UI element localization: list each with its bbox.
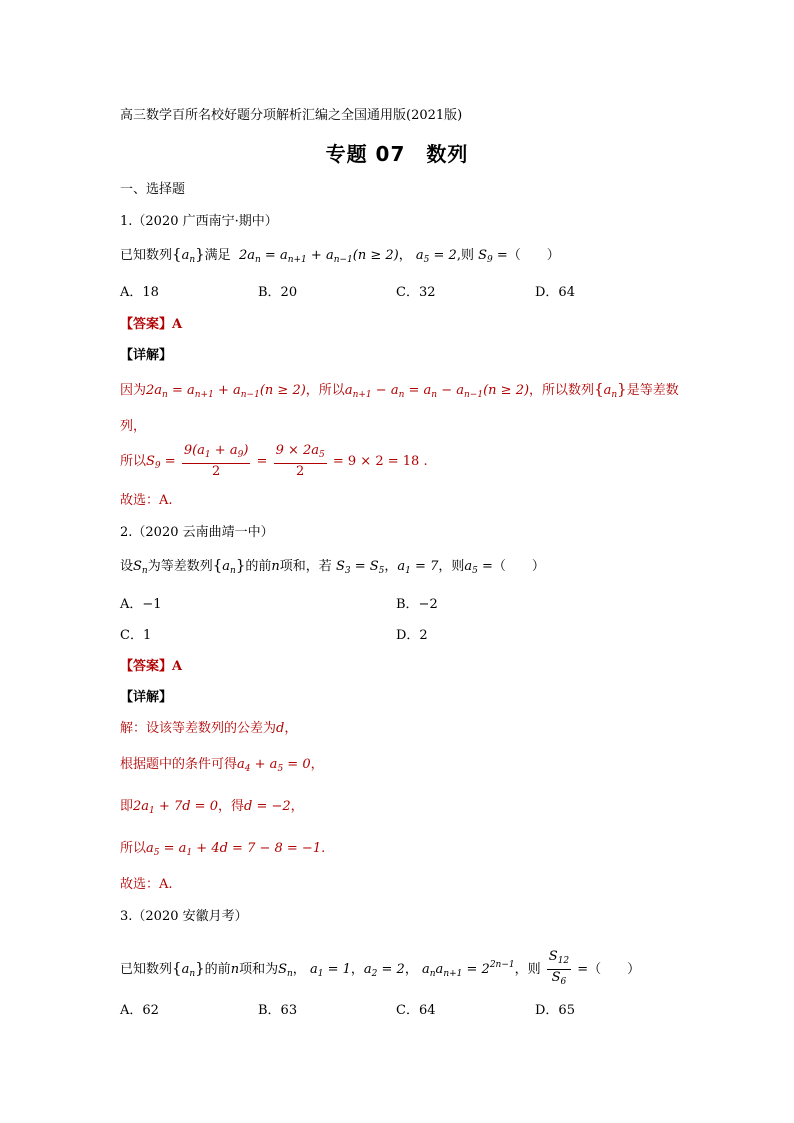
q3-stem: 已知数列$\{a_n\}$的前n项和为$S_n$， $a_1 = 1$，$a_2 = 2$， $a_na_{n+1} = 2^{2n-1}$，则 $\frac{S_{12}}{S_6}$ =（ ） bbox=[120, 949, 641, 987]
q2-final: 故选：A. bbox=[120, 877, 173, 892]
q1-detail-heading: 【详解】 bbox=[120, 348, 173, 363]
q2-solution-line-1: 解：设该等差数列的公差为d， bbox=[120, 721, 298, 736]
q2-solution-line-2: 根据题中的条件可得$a_4 + a_5 = 0$， bbox=[120, 757, 324, 774]
q1-final: 故选：A. bbox=[120, 493, 173, 508]
q3-label: 3.（2020 安徽月考） bbox=[120, 909, 248, 924]
q3-option-a[interactable]: A．62 bbox=[120, 1003, 159, 1018]
q2-option-a[interactable]: A．−1 bbox=[120, 597, 162, 612]
q1-option-c[interactable]: C．32 bbox=[396, 285, 436, 300]
q3-option-b[interactable]: B．63 bbox=[258, 1003, 298, 1018]
q2-option-d[interactable]: D．2 bbox=[396, 628, 428, 643]
q3-option-d[interactable]: D．65 bbox=[535, 1003, 575, 1018]
q2-label: 2.（2020 云南曲靖一中） bbox=[120, 525, 274, 540]
q3-option-c[interactable]: C．64 bbox=[396, 1003, 436, 1018]
q1-solution-line-3: 所以$S_9$ = $\frac{9(a_1 + a_9)}{2}$ = $\frac{9 \times 2a_5}{2}$ = 9 × 2 = 18 . bbox=[120, 443, 428, 479]
q1-label: 1.（2020 广西南宁·期中） bbox=[120, 214, 278, 229]
page-title: 专题 07 数列 bbox=[325, 142, 469, 166]
q2-option-b[interactable]: B．−2 bbox=[396, 597, 438, 612]
q2-solution-line-4: 所以$a_5 = a_1 + 4d = 7 - 8 = -1$. bbox=[120, 841, 326, 858]
section-heading: 一、选择题 bbox=[120, 182, 186, 197]
q1-answer: 【答案】A bbox=[120, 317, 183, 332]
q1-option-d[interactable]: D．64 bbox=[535, 285, 575, 300]
q2-solution-line-3: 即$2a_1 + 7d = 0$，得d = −2， bbox=[120, 799, 304, 816]
q1-solution-line-2: 列， bbox=[120, 419, 147, 434]
q2-stem: 设$S_n$为等差数列$\{a_n\}$的前n项和，若 $S_3 = S_5$，$a_1 = 7$，则$a_5$ =（ ） bbox=[120, 556, 545, 576]
q1-solution-line-1: 因为$2a_n = a_{n+1} + a_{n-1}(n \ge 2)$，所以$a_{n+1} - a_n = a_n - a_{n-1}(n \ge 2)$，所以数列$\{a_n\}$是等差数 bbox=[120, 380, 679, 400]
q2-answer: 【答案】A bbox=[120, 659, 183, 674]
q1-option-a[interactable]: A．18 bbox=[120, 285, 159, 300]
document-header: 高三数学百所名校好题分项解析汇编之全国通用版(2021版) bbox=[120, 108, 463, 123]
q1-stem: 已知数列$\{a_n\}$满足 $2a_n = a_{n+1} + a_{n-1}(n \ge 2)$， $a_5 = 2$,则 $S_9$ =（ ） bbox=[120, 245, 560, 265]
q1-option-b[interactable]: B．20 bbox=[258, 285, 298, 300]
q2-option-c[interactable]: C．1 bbox=[120, 628, 152, 643]
q2-detail-heading: 【详解】 bbox=[120, 690, 173, 705]
